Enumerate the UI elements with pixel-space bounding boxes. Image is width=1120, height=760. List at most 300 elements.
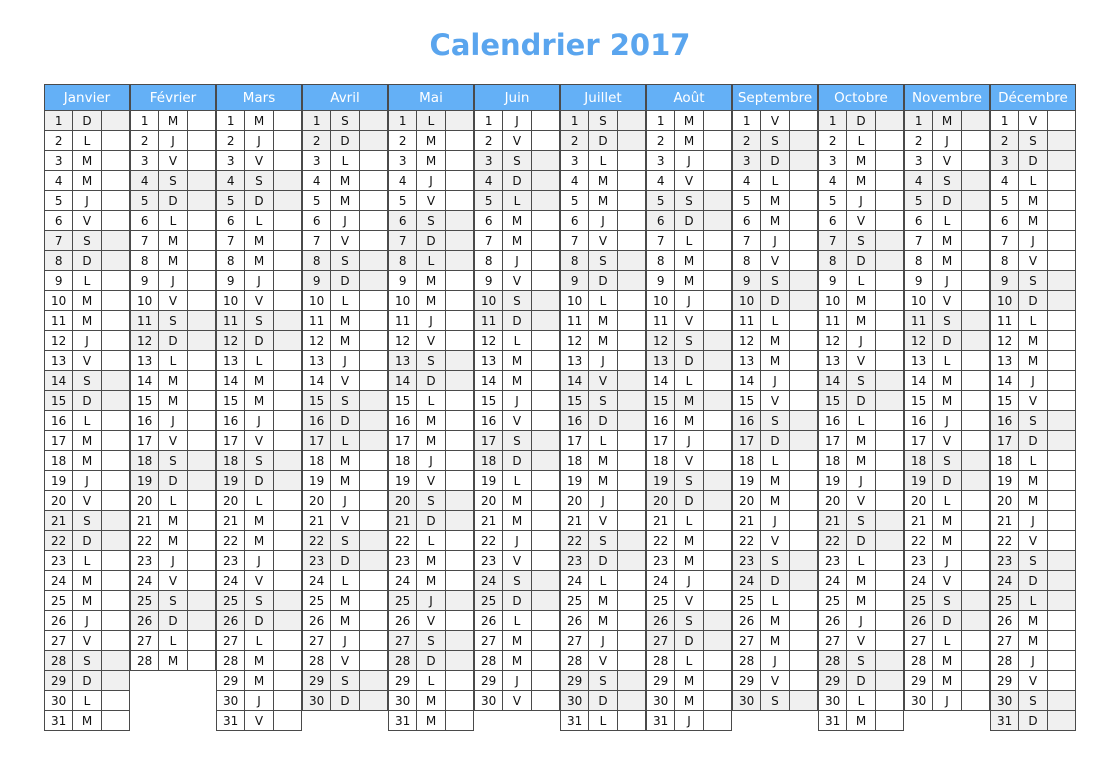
day-letter-cell: L [761,171,789,191]
day-notes-cell [101,651,129,671]
day-notes-cell [1047,471,1075,491]
day-row [991,231,1076,251]
day-letter-cell: J [159,551,187,571]
day-letter-cell: M [159,511,187,531]
day-number-cell: 8 [131,251,159,271]
day-notes-cell [101,431,129,451]
day-letter-cell: D [1019,431,1047,451]
day-row [475,411,560,431]
day-number-cell: 9 [389,271,417,291]
day-number-cell: 23 [905,551,933,571]
day-notes-cell [531,151,559,171]
day-notes-cell [875,231,903,251]
day-notes-cell [1047,531,1075,551]
day-notes-cell [703,651,731,671]
day-letter-cell: V [675,171,703,191]
day-letter-cell: L [847,131,875,151]
day-row [45,471,130,491]
day-row [217,411,302,431]
day-number-cell: 1 [819,111,847,131]
day-letter-cell: V [761,251,789,271]
day-number-cell: 21 [45,511,73,531]
day-notes-cell [359,551,387,571]
day-row [991,331,1076,351]
day-number-cell: 8 [475,251,503,271]
day-row [475,291,560,311]
day-row [905,591,990,611]
day-number-cell: 6 [475,211,503,231]
day-row [131,311,216,331]
day-number-cell: 17 [561,431,589,451]
day-letter-cell: J [933,131,961,151]
day-number-cell: 31 [389,711,417,731]
day-row [217,331,302,351]
day-row [389,391,474,411]
day-letter-cell: M [245,671,273,691]
day-notes-cell [187,271,215,291]
day-row [217,491,302,511]
day-row [991,171,1076,191]
day-letter-cell: J [675,431,703,451]
day-letter-cell: M [589,331,617,351]
day-number-cell: 27 [991,631,1019,651]
day-row [991,531,1076,551]
day-notes-cell [961,591,989,611]
day-letter-cell: S [417,351,445,371]
day-number-cell: 6 [217,211,245,231]
day-number-cell: 26 [991,611,1019,631]
month-column-mars [216,84,302,731]
day-row [905,651,990,671]
day-notes-cell [789,151,817,171]
day-row [561,231,646,251]
day-row [905,551,990,571]
day-letter-cell: D [1019,711,1047,731]
day-number-cell: 1 [475,111,503,131]
day-letter-cell: J [503,391,531,411]
day-notes-cell [1047,171,1075,191]
day-letter-cell: D [847,111,875,131]
day-notes-cell [617,571,645,591]
day-letter-cell: V [417,191,445,211]
day-letter-cell: J [933,551,961,571]
day-notes-cell [875,431,903,451]
day-notes-cell [359,251,387,271]
day-row [303,311,388,331]
day-number-cell: 15 [733,391,761,411]
day-notes-cell [531,551,559,571]
day-number-cell: 12 [475,331,503,351]
day-number-cell: 23 [217,551,245,571]
day-number-cell: 1 [45,111,73,131]
day-number-cell: 1 [389,111,417,131]
day-row [389,191,474,211]
day-notes-cell [445,671,473,691]
day-letter-cell: S [159,451,187,471]
day-number-cell: 3 [45,151,73,171]
day-notes-cell [1047,191,1075,211]
day-letter-cell: L [675,651,703,671]
day-notes-cell [1047,291,1075,311]
day-notes-cell [273,511,301,531]
day-row [389,311,474,331]
day-letter-cell: J [1019,371,1047,391]
day-row [819,171,904,191]
day-row [131,491,216,511]
day-letter-cell: J [675,291,703,311]
day-letter-cell: J [847,611,875,631]
day-letter-cell: M [675,691,703,711]
day-number-cell: 13 [905,351,933,371]
day-letter-cell: V [1019,251,1047,271]
day-row [561,551,646,571]
day-row [733,391,818,411]
day-row [733,691,818,711]
day-notes-cell [617,331,645,351]
day-row [45,671,130,691]
month-column-decembre [990,84,1076,731]
day-notes-cell [875,471,903,491]
day-notes-cell [359,231,387,251]
day-notes-cell [703,151,731,171]
day-row [475,211,560,231]
day-row [561,691,646,711]
day-number-cell: 11 [389,311,417,331]
day-number-cell: 2 [475,131,503,151]
day-letter-cell: J [761,371,789,391]
day-number-cell: 9 [561,271,589,291]
day-number-cell: 20 [131,491,159,511]
month-column-mai [388,84,474,731]
day-number-cell: 25 [45,591,73,611]
day-row [733,231,818,251]
day-letter-cell: M [159,651,187,671]
day-row [217,691,302,711]
day-number-cell: 12 [217,331,245,351]
day-number-cell: 11 [561,311,589,331]
day-notes-cell [101,491,129,511]
day-row [45,591,130,611]
day-number-cell: 7 [303,231,331,251]
day-row [303,431,388,451]
day-letter-cell: M [73,311,101,331]
day-letter-cell: M [417,571,445,591]
day-row [475,171,560,191]
day-number-cell: 3 [991,151,1019,171]
day-notes-cell [273,411,301,431]
day-row [733,671,818,691]
day-letter-cell: S [73,651,101,671]
day-number-cell: 7 [561,231,589,251]
day-letter-cell: V [761,531,789,551]
day-notes-cell [703,311,731,331]
day-row [389,511,474,531]
day-number-cell: 11 [475,311,503,331]
day-notes-cell [789,451,817,471]
day-number-cell: 18 [991,451,1019,471]
day-row [131,191,216,211]
day-letter-cell: D [417,651,445,671]
day-number-cell: 3 [389,151,417,171]
day-letter-cell: M [933,231,961,251]
day-number-cell: 23 [303,551,331,571]
day-number-cell: 11 [733,311,761,331]
day-number-cell: 9 [45,271,73,291]
day-number-cell: 15 [991,391,1019,411]
day-notes-cell [961,191,989,211]
day-letter-cell: D [159,611,187,631]
day-number-cell: 10 [905,291,933,311]
day-row [389,531,474,551]
day-letter-cell: J [1019,651,1047,671]
month-column-janvier [44,84,130,731]
day-notes-cell [703,371,731,391]
day-number-cell: 30 [217,691,245,711]
day-notes-cell [187,591,215,611]
day-row [389,371,474,391]
day-notes-cell [703,171,731,191]
month-column-septembre [732,84,818,711]
day-letter-cell: D [847,251,875,271]
day-notes-cell [1047,251,1075,271]
day-notes-cell [703,431,731,451]
day-letter-cell: V [589,511,617,531]
day-number-cell: 21 [647,511,675,531]
day-number-cell: 19 [561,471,589,491]
day-row [303,231,388,251]
day-notes-cell [875,711,903,731]
day-row [733,371,818,391]
day-letter-cell: L [73,131,101,151]
day-number-cell: 30 [303,691,331,711]
day-notes-cell [703,691,731,711]
day-number-cell: 14 [647,371,675,391]
day-row [561,251,646,271]
day-number-cell: 20 [303,491,331,511]
day-letter-cell: D [589,411,617,431]
day-letter-cell: S [675,611,703,631]
day-notes-cell [359,191,387,211]
day-letter-cell: D [331,271,359,291]
day-letter-cell: D [331,411,359,431]
day-notes-cell [875,651,903,671]
day-row [991,631,1076,651]
day-row [561,571,646,591]
day-number-cell: 16 [991,411,1019,431]
day-letter-cell: D [503,171,531,191]
day-notes-cell [359,471,387,491]
day-letter-cell: V [1019,531,1047,551]
day-notes-cell [445,431,473,451]
day-number-cell: 15 [131,391,159,411]
day-number-cell: 3 [303,151,331,171]
day-letter-cell: M [933,371,961,391]
day-number-cell: 16 [647,411,675,431]
day-number-cell: 20 [733,491,761,511]
day-letter-cell: D [159,331,187,351]
day-row [389,491,474,511]
day-row [647,411,732,431]
month-header-novembre: Novembre [905,85,990,111]
day-row [303,131,388,151]
day-row [45,111,130,131]
day-number-cell: 28 [733,651,761,671]
day-notes-cell [617,371,645,391]
day-number-cell: 5 [905,191,933,211]
day-row [905,571,990,591]
day-row [217,351,302,371]
day-number-cell: 19 [733,471,761,491]
day-notes-cell [1047,631,1075,651]
day-notes-cell [789,211,817,231]
day-notes-cell [1047,591,1075,611]
day-notes-cell [531,671,559,691]
day-letter-cell: L [675,511,703,531]
day-letter-cell: M [1019,351,1047,371]
day-row [475,611,560,631]
day-number-cell: 22 [475,531,503,551]
day-row [303,651,388,671]
day-row [733,551,818,571]
day-notes-cell [617,611,645,631]
day-row [217,371,302,391]
day-number-cell: 27 [45,631,73,651]
day-letter-cell: V [933,571,961,591]
day-row [45,211,130,231]
day-row [131,531,216,551]
day-row [991,411,1076,431]
day-letter-cell: V [245,291,273,311]
day-letter-cell: L [847,271,875,291]
day-letter-cell: M [761,471,789,491]
day-number-cell: 12 [45,331,73,351]
day-number-cell: 1 [991,111,1019,131]
day-number-cell: 3 [475,151,503,171]
day-notes-cell [273,371,301,391]
day-row [389,331,474,351]
day-notes-cell [101,291,129,311]
day-letter-cell: D [761,571,789,591]
day-row [389,591,474,611]
day-notes-cell [875,631,903,651]
day-row [905,151,990,171]
day-number-cell: 18 [303,451,331,471]
day-number-cell: 4 [475,171,503,191]
day-letter-cell: L [503,611,531,631]
day-notes-cell [961,451,989,471]
day-number-cell: 19 [303,471,331,491]
day-notes-cell [101,391,129,411]
day-row [647,371,732,391]
day-letter-cell: D [73,251,101,271]
day-letter-cell: D [1019,151,1047,171]
day-row [389,131,474,151]
day-row [45,371,130,391]
day-row [475,671,560,691]
day-notes-cell [875,591,903,611]
day-letter-cell: L [417,531,445,551]
day-row [475,651,560,671]
day-letter-cell: J [73,191,101,211]
day-letter-cell: V [761,111,789,131]
day-letter-cell: M [503,371,531,391]
day-number-cell: 25 [389,591,417,611]
day-notes-cell [445,651,473,671]
day-letter-cell: M [1019,471,1047,491]
day-letter-cell: S [589,531,617,551]
day-row [819,151,904,171]
day-letter-cell: D [933,471,961,491]
day-row [475,431,560,451]
day-notes-cell [1047,371,1075,391]
day-row [991,371,1076,391]
day-notes-cell [875,371,903,391]
day-number-cell: 15 [389,391,417,411]
day-letter-cell: D [245,191,273,211]
day-letter-cell: L [503,191,531,211]
day-letter-cell: S [245,171,273,191]
day-notes-cell [703,551,731,571]
day-row [647,531,732,551]
day-letter-cell: M [675,131,703,151]
day-notes-cell [101,511,129,531]
day-number-cell: 12 [819,331,847,351]
day-letter-cell: L [331,151,359,171]
day-number-cell: 4 [561,171,589,191]
day-letter-cell: M [159,231,187,251]
day-row [303,391,388,411]
day-row [131,411,216,431]
day-row [475,471,560,491]
day-row [303,331,388,351]
day-notes-cell [273,551,301,571]
day-letter-cell: L [417,671,445,691]
day-letter-cell: V [331,231,359,251]
day-notes-cell [445,411,473,431]
day-number-cell: 27 [389,631,417,651]
day-letter-cell: J [159,131,187,151]
day-notes-cell [617,351,645,371]
day-letter-cell: L [847,691,875,711]
day-row [819,191,904,211]
day-letter-cell: J [159,271,187,291]
day-notes-cell [617,511,645,531]
day-row [647,331,732,351]
day-notes-cell [101,231,129,251]
day-letter-cell: V [1019,671,1047,691]
day-row [217,211,302,231]
day-number-cell: 19 [217,471,245,491]
day-letter-cell: M [159,251,187,271]
day-number-cell: 12 [389,331,417,351]
day-notes-cell [875,131,903,151]
day-letter-cell: M [417,551,445,571]
day-number-cell: 13 [733,351,761,371]
day-row [303,631,388,651]
day-row [131,511,216,531]
day-number-cell: 24 [905,571,933,591]
day-notes-cell [961,351,989,371]
day-notes-cell [961,651,989,671]
day-notes-cell [359,111,387,131]
day-notes-cell [617,691,645,711]
day-notes-cell [789,591,817,611]
day-notes-cell [875,491,903,511]
day-number-cell: 28 [475,651,503,671]
day-letter-cell: D [503,591,531,611]
day-number-cell: 14 [217,371,245,391]
day-notes-cell [789,571,817,591]
